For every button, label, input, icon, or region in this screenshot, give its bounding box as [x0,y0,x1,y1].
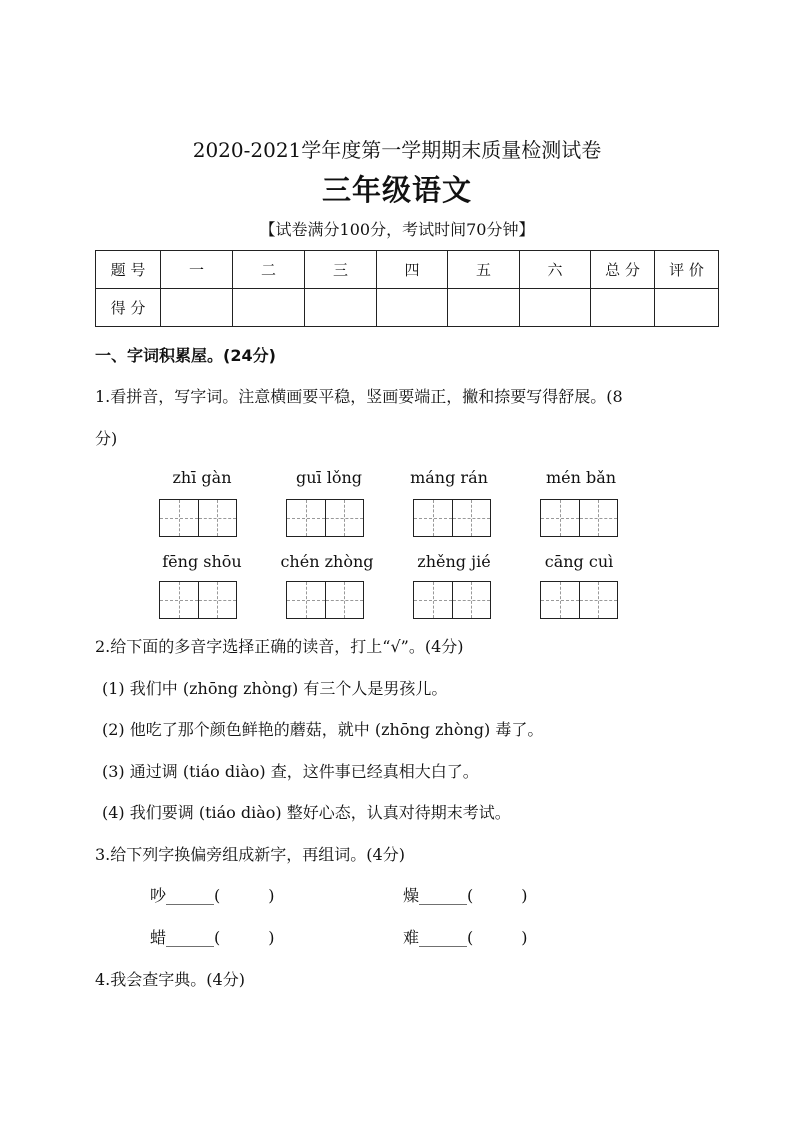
pinyin-label: cāng cuì [544,552,614,571]
question-2-item: (2) 他吃了那个颜色鲜艳的蘑菇，就中 (zhōng zhòng) 毒了。 [102,720,544,739]
pinyin-label: fēng shōu [162,552,242,571]
question-3: 3.给下列字换偏旁组成新字，再组词。(4分) [95,845,405,864]
score-cell[interactable] [520,289,591,327]
score-cell[interactable] [161,289,233,327]
score-cell[interactable] [591,289,655,327]
writing-grid[interactable] [286,499,364,537]
score-table [95,250,719,327]
score-cell[interactable] [655,289,719,327]
section-heading: 一、字词积累屋。(24分) [95,346,276,365]
pinyin-label: zhī gàn [172,468,232,487]
pinyin-label: máng rán [410,468,488,487]
writing-grid[interactable] [540,581,618,619]
question-2: 2.给下面的多音字选择正确的读音，打上“√”。(4分) [95,637,464,656]
writing-grid[interactable] [413,581,491,619]
score-header-cell: 四 [377,251,448,289]
writing-grid[interactable] [286,581,364,619]
pinyin-label: zhěng jié [417,552,491,571]
question-1-continued: 分) [95,429,118,448]
score-cell[interactable] [233,289,305,327]
question-2-item: (1) 我们中 (zhōng zhòng) 有三个人是男孩儿。 [102,679,448,698]
score-header-cell: 三 [305,251,377,289]
pinyin-label: mén bǎn [545,468,617,487]
score-header-cell: 二 [233,251,305,289]
question-4: 4.我会查字典。(4分) [95,970,245,989]
score-header-row [96,251,719,289]
score-header-cell: 一 [161,251,233,289]
writing-grid[interactable] [159,581,237,619]
question-1: 1.看拼音，写字词。注意横画要平稳，竖画要端正，撇和捺要写得舒展。(8 [95,387,623,406]
exam-note: 【试卷满分100分，考试时间70分钟】 [259,220,535,239]
question-3-blank[interactable]: 难______( ) [403,928,528,947]
question-3-blank[interactable]: 蜡______( ) [150,928,275,947]
score-cell[interactable] [377,289,448,327]
score-header-cell: 五 [448,251,520,289]
pinyin-label: guī lǒng [295,468,363,487]
writing-grid[interactable] [540,499,618,537]
score-row-label: 得 分 [96,289,161,327]
question-2-item: (3) 通过调 (tiáo diào) 查，这件事已经真相大白了。 [102,762,479,781]
score-header-cell: 评 价 [655,251,719,289]
exam-subject: 三年级语文 [321,173,472,207]
score-header-cell: 题 号 [96,251,161,289]
score-cell[interactable] [448,289,520,327]
score-cell[interactable] [305,289,377,327]
writing-grid[interactable] [413,499,491,537]
question-2-item: (4) 我们要调 (tiáo diào) 整好心态，认真对待期末考试。 [102,803,511,822]
pinyin-label: chén zhòng [280,552,374,571]
score-value-row [96,289,719,327]
question-3-blank[interactable]: 燥______( ) [403,886,528,905]
score-header-cell: 六 [520,251,591,289]
question-3-blank[interactable]: 吵______( ) [150,886,275,905]
writing-grid[interactable] [159,499,237,537]
score-header-cell: 总 分 [591,251,655,289]
exam-title: 2020-2021学年度第一学期期末质量检测试卷 [192,138,602,162]
